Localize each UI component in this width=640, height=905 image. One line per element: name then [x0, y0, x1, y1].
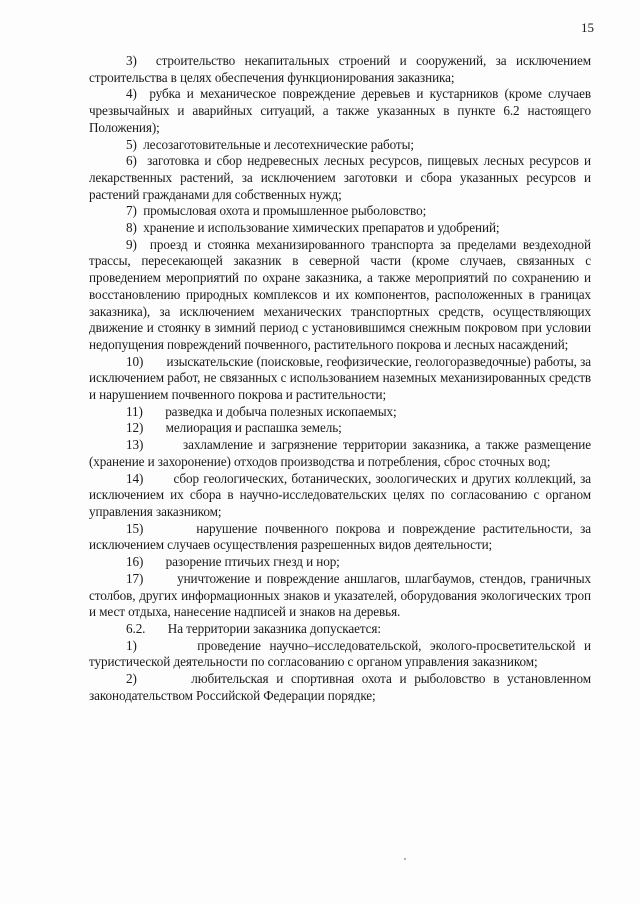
- list-item: [89, 86, 591, 136]
- item-number: 17): [126, 570, 144, 586]
- item-text: рубка и механическое повреждение деревьев и кустарников (кроме случаев чрезвычайных и аварийных ситуаций, а также указанных в пункте 6.2 настоящего Положения);: [89, 86, 591, 135]
- item-text: нарушение почвенного покрова и повреждение растительности, за исключением случаев осуществления разрешенных видов деятельности;: [89, 520, 591, 553]
- list-item: [89, 671, 591, 704]
- item-text: уничтожение и повреждение аншлагов, шлагбаумов, стендов, граничных столбов, других информационных знаков и указателей, оборудования экологических троп и мест отдыха, нанесение надписей и знаков на деревья.: [89, 570, 591, 620]
- list-item: [89, 420, 591, 437]
- list-item: [89, 237, 591, 354]
- item-text: строительство некапитальных строений и сооружений, за исключением строительства в целях обеспечения функционирования заказника;: [89, 53, 591, 85]
- item-number: 1): [126, 637, 137, 653]
- item-text: разведка и добыча полезных ископаемых;: [165, 403, 397, 419]
- list-item: [89, 521, 591, 554]
- item-text: лесозаготовительные и лесотехнические работы;: [143, 136, 414, 152]
- list-item: [89, 571, 591, 621]
- item-number: 5): [126, 136, 137, 152]
- item-text: сбор геологических, ботанических, зоологических и других коллекций, за исключением их сбора в научно-исследовательских целях по согласованию с органом управления заказником;: [89, 470, 591, 519]
- item-text: заготовка и сбор недревесных лесных ресурсов, пищевых лесных ресурсов и лекарственных растений, за исключением заготовки и сбора указанных ресурсов и растений гражданами для собственных нужд;: [89, 153, 591, 202]
- item-text: хранение и использование химических препаратов и удобрений;: [143, 220, 500, 236]
- item-text: любительская и спортивная охота и рыболовство в установленном законодательством Российской Федерации порядке;: [89, 671, 591, 703]
- item-number: 14): [126, 470, 144, 486]
- item-number: 3): [126, 53, 137, 68]
- item-number: 16): [126, 554, 144, 570]
- item-number: 8): [126, 220, 137, 236]
- list-item: [89, 437, 591, 470]
- item-number: 11): [126, 403, 143, 419]
- section-number: 6.2.: [126, 620, 146, 636]
- item-number: 10): [126, 353, 144, 369]
- page-number: 15: [581, 20, 594, 35]
- list-item: [89, 203, 591, 220]
- list-item: [89, 471, 591, 521]
- list-item: [89, 354, 591, 404]
- item-number: 12): [126, 420, 144, 436]
- list-item: [89, 638, 591, 671]
- item-text: мелиорация и распашка земель;: [165, 420, 342, 436]
- item-number: 2): [126, 671, 137, 687]
- list-item: [89, 554, 591, 571]
- item-number: 4): [126, 86, 137, 102]
- item-number: 9): [126, 236, 137, 252]
- document-body: [89, 53, 591, 704]
- list-item: [89, 53, 591, 86]
- item-number: 6): [126, 153, 137, 169]
- item-text: захламление и загрязнение территории заказника, а также размещение (хранение и захоронение) отходов производства и потребления, сброс сточных вод;: [89, 437, 591, 469]
- item-text: изыскательские (поисковые, геофизические, геологоразведочные) работы, за исключением работ, не связанных с использованием наземных механизированных средств и нарушением почвенного покрова и растительности;: [89, 353, 591, 403]
- list-item: [89, 137, 591, 154]
- scan-speck: [404, 858, 406, 860]
- item-text: проведение научно–исследовательской, эколого-просветительской и туристической деятельности по согласованию с органом управления заказником;: [89, 637, 591, 670]
- section-text: На территории заказника допускается:: [167, 620, 381, 636]
- section-heading: [89, 621, 591, 638]
- list-item: [89, 153, 591, 203]
- list-item: [89, 220, 591, 237]
- item-number: 13): [126, 437, 144, 453]
- list-item: [89, 404, 591, 421]
- item-text: разорение птичьих гнезд и нор;: [165, 554, 340, 570]
- item-number: 15): [126, 520, 144, 536]
- item-text: промысловая охота и промышленное рыболовство;: [143, 203, 427, 219]
- item-number: 7): [126, 203, 137, 219]
- item-text: проезд и стоянка механизированного транспорта за пределами вездеходной трассы, пересекающей заказник в северной части (кроме случаев, связанных с проведением мероприятий по охране заказника, а также мероприятий по сохранению и восстановлению природных комплексов и их компонентов, расположенных в границах заказника), за исключением механических транспортных средств, осуществляющих движение и стоянку в зимний период с установившимся снежным покровом при условии недопущения повреждений почвенного, растительного покрова и лесных насаждений;: [89, 236, 591, 352]
